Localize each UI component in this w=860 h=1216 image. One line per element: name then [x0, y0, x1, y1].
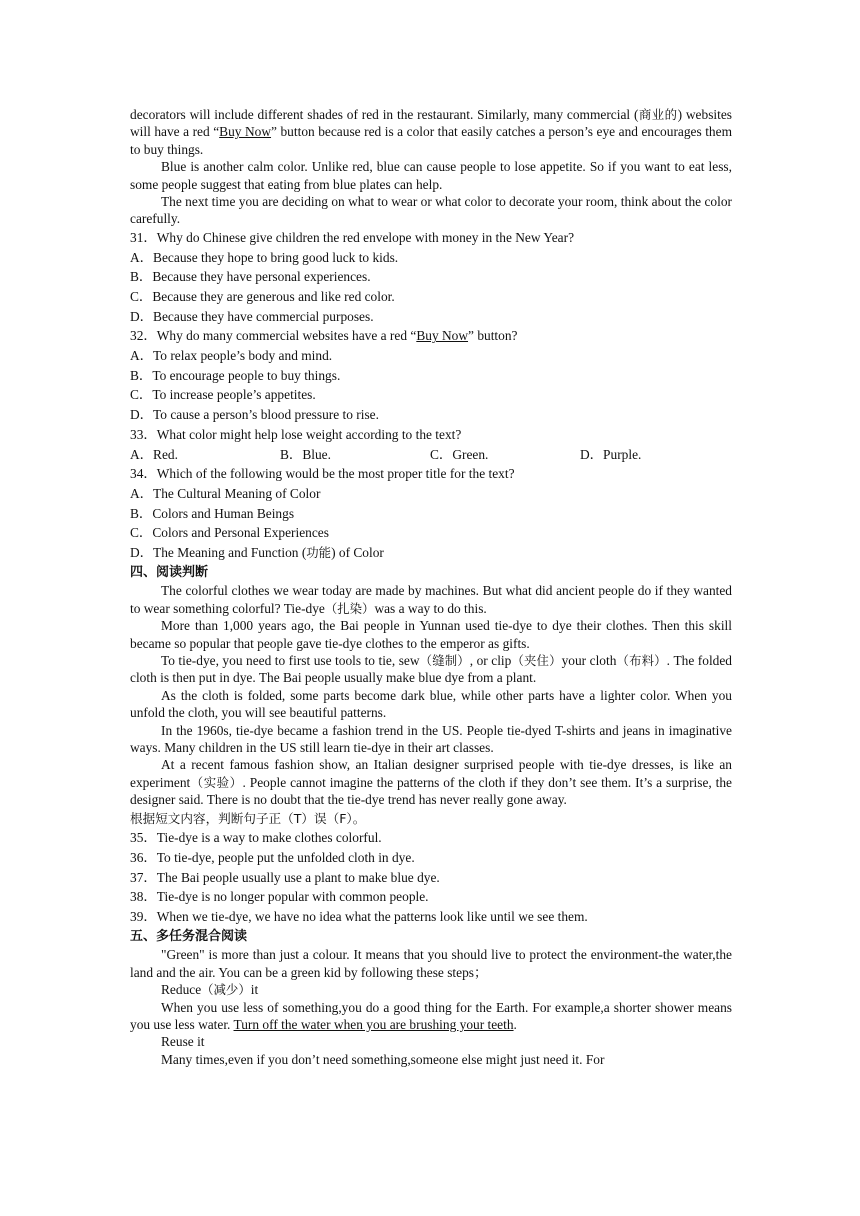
- question-31: [130, 228, 732, 327]
- reduce-subheading: Reduce（减少）it: [161, 982, 259, 998]
- section-5-heading: 五、多任务混合阅读: [130, 928, 248, 944]
- options-row: [130, 445, 732, 465]
- section4-paragraph-6: At a recent famous fashion show, an Italian designer surprised people with tie-dye dresses, is like an experiment（实验）. People cannot imagine the patterns of the cloth if they don’t see them. It’s a surprise, the designer said. There is no doubt that the tie-dye trend has never really gone away.: [130, 757, 733, 808]
- option-a: A．Because they hope to bring good luck to kids.: [130, 249, 399, 265]
- question-33: [130, 425, 732, 464]
- passage3-paragraph-2: Blue is another calm color. Unlike red, blue can cause people to lose appetite. So if you want to eat less, some people suggest that eating from blue plates can help.: [130, 159, 732, 192]
- option-c: C．Because they are generous and like red color.: [130, 288, 395, 304]
- judgement-instruction: 根据短文内容，判断句子正（T）误（F）。: [130, 810, 366, 826]
- passage3-paragraph-1: decorators will include different shades of red in the restaurant. Similarly, many commercial (商业的) websites will have a red “Buy Now” button because red is a color that easily catches a person’s eye and encourages them to buy things.: [130, 107, 732, 157]
- option-b: B．Because they have personal experiences.: [130, 269, 371, 285]
- option-c: C．Colors and Personal Experiences: [130, 525, 329, 541]
- statement-39: 39．When we tie-dye, we have no idea what the patterns look like until we see them.: [130, 909, 588, 925]
- option-d: D．Because they have commercial purposes.: [130, 308, 374, 324]
- reuse-subheading: Reuse it: [161, 1034, 205, 1050]
- question-stem: 31．Why do Chinese give children the red envelope with money in the New Year?: [130, 229, 575, 245]
- question-stem: 34．Which of the following would be the most proper title for the text?: [130, 466, 515, 482]
- option-a: A．The Cultural Meaning of Color: [130, 485, 321, 501]
- passage3-paragraph-3: The next time you are deciding on what to wear or what color to decorate your room, think about the color carefully.: [130, 194, 732, 227]
- question-32: [130, 326, 732, 425]
- section4-paragraph-1: The colorful clothes we wear today are made by machines. But what did ancient people do if they wanted to wear something colorful? Tie-dye（扎染）was a way to do this.: [130, 583, 732, 616]
- option-b: B．To encourage people to buy things.: [130, 367, 341, 383]
- statement-36: 36．To tie-dye, people put the unfolded cloth in dye.: [130, 849, 415, 865]
- option-d: D．The Meaning and Function (功能) of Color: [130, 545, 384, 561]
- section4-paragraph-4: As the cloth is folded, some parts become dark blue, while other parts have a lighter color. When you unfold the cloth, you will see beautiful patterns.: [130, 687, 732, 721]
- section-4-heading: 四、阅读判断: [130, 564, 209, 580]
- statement-38: 38．Tie-dye is no longer popular with common people.: [130, 889, 429, 905]
- option-c: C．To increase people’s appetites.: [130, 387, 316, 403]
- section4-paragraph-2: More than 1,000 years ago, the Bai people in Yunnan used tie-dye to dye their clothes. Then this skill became so popular that people gave tie-dye clothes to the emperor as gifts.: [130, 618, 732, 651]
- option-d: D．Purple.: [580, 446, 642, 462]
- question-stem: 32．Why do many commercial websites have a red “Buy Now” button?: [130, 328, 518, 344]
- option-c: C．Green.: [430, 446, 489, 462]
- buy-now-underlined: Buy Now: [219, 124, 272, 140]
- section5-paragraph-1: "Green" is more than just a colour. It means that you should live to protect the environment-the water,the land and the air. You can be a green kid by following these steps；: [130, 947, 732, 980]
- underlined-sentence: Turn off the water when you are brushing your teeth: [233, 1016, 514, 1032]
- option-a: A．Red.: [130, 446, 178, 462]
- section5-paragraph-3: Many times,even if you don’t need something,someone else might just need it. For: [161, 1051, 605, 1067]
- option-b: B．Colors and Human Beings: [130, 505, 295, 521]
- section4-paragraph-5: In the 1960s, tie-dye became a fashion trend in the US. People tie-dyed T-shirts and jeans in imaginative ways. Many children in the US still learn tie-dye in their art classes.: [130, 722, 732, 755]
- option-b: B．Blue.: [280, 446, 331, 462]
- statement-35: 35．Tie-dye is a way to make clothes colorful.: [130, 830, 382, 846]
- section5-paragraph-2: When you use less of something,you do a good thing for the Earth. For example,a shorter shower means you use less water. Turn off the water when you are brushing your teeth.: [130, 999, 732, 1032]
- question-stem: 33．What color might help lose weight according to the text?: [130, 426, 462, 442]
- section4-paragraph-3: To tie-dye, you need to first use tools to tie, sew（缝制）, or clip（夹住）your cloth（布料）. The folded cloth is then put in dye. The Bai people usually make blue dye from a plant.: [130, 652, 733, 686]
- statement-37: 37．The Bai people usually use a plant to make blue dye.: [130, 869, 440, 885]
- document-page: [130, 106, 732, 1068]
- option-a: A．To relax people’s body and mind.: [130, 348, 333, 364]
- option-d: D．To cause a person’s blood pressure to rise.: [130, 407, 379, 423]
- question-34: [130, 464, 732, 563]
